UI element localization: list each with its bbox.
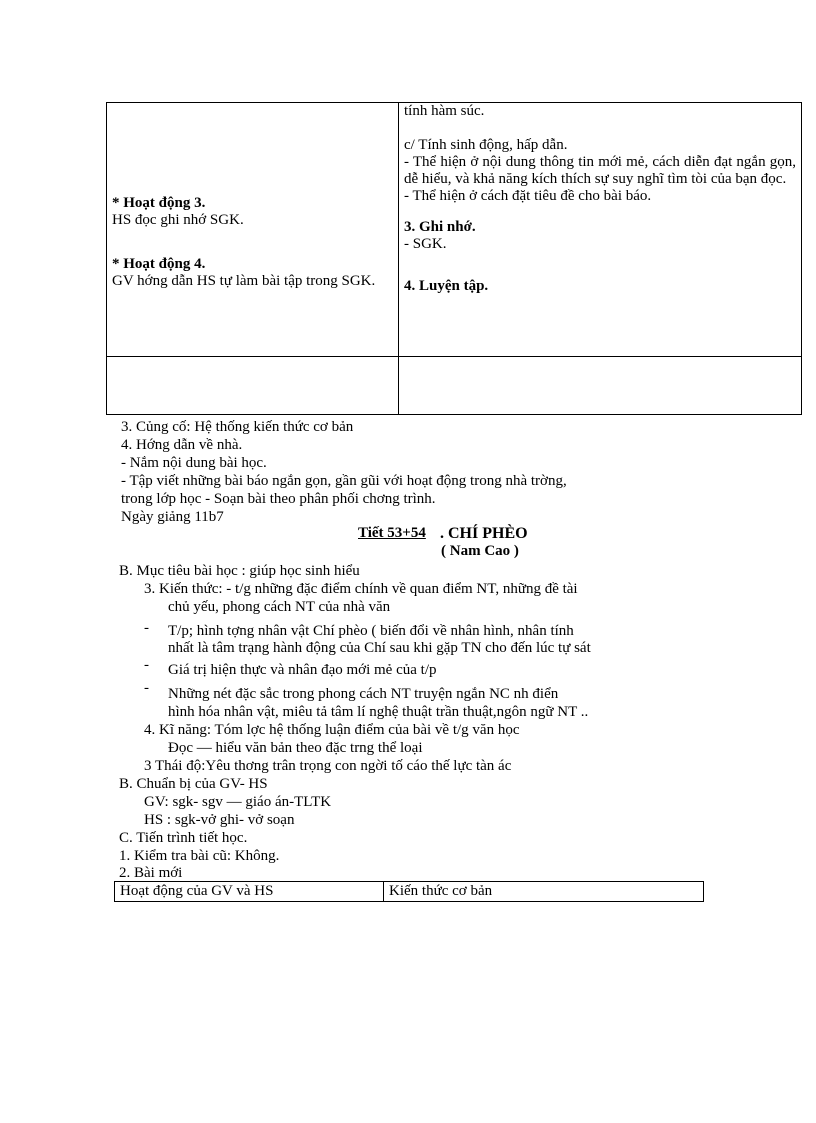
activity-header-table bbox=[114, 881, 704, 902]
empty-cell-left bbox=[107, 357, 399, 415]
ki-nang-line-1: 4. Kĩ năng: Tóm lợc hệ thống luận điểm của bài về t/g văn học bbox=[144, 722, 520, 738]
muc-tieu: B. Mục tiêu bài học : giúp học sinh hiểu bbox=[119, 563, 360, 579]
bullet-marker: - bbox=[144, 620, 149, 636]
bullet-1-line-2: nhất là tâm trạng hành động của Chí sau khi gặp TN cho đến lúc tự sát bbox=[168, 640, 591, 656]
lesson-table bbox=[106, 102, 802, 415]
luyen-tap-title: 4. Luyện tập. bbox=[404, 278, 489, 294]
huong-dan: 4. Hớng dẫn về nhà. bbox=[121, 437, 243, 453]
chuan-bi-hs: HS : sgk-vở ghi- vở soạn bbox=[144, 812, 295, 828]
cung-co: 3. Củng cố: Hệ thống kiến thức cơ bản bbox=[121, 419, 354, 435]
section-c-title: c/ Tính sinh động, hấp dẫn. bbox=[404, 137, 568, 153]
tap-viet-line-1: - Tập viết những bài báo ngắn gọn, gần gũi với hoạt động trong nhà trờng, bbox=[121, 473, 567, 489]
lesson-title: CHÍ PHÈO bbox=[448, 525, 528, 542]
bai-moi: 2. Bài mới bbox=[119, 865, 183, 881]
bullet-2-line-1: Giá trị hiện thực và nhân đạo mới mẻ của t/p bbox=[168, 662, 437, 678]
activity-4-title: * Hoạt động 4. bbox=[112, 256, 206, 272]
activities-cell bbox=[107, 103, 399, 357]
header-col-knowledge: Kiến thức cơ bản bbox=[384, 882, 704, 902]
section-c-text-2: - Thể hiện ở cách đặt tiêu đề cho bài báo. bbox=[404, 188, 652, 204]
tap-viet-line-2: trong lớp học - Soạn bài theo phân phối chơng trình. bbox=[121, 491, 436, 507]
section-c-text-1: - Thể hiện ở nội dung thông tin mới mẻ, cách diễn đạt ngắn gọn, dễ hiểu, và khả năng kích thích sự suy nghĩ tìm tòi của bạn đọc. bbox=[404, 154, 796, 187]
ngay-giang: Ngày giảng 11b7 bbox=[121, 509, 224, 525]
activity-3-text: HS đọc ghi nhớ SGK. bbox=[112, 212, 244, 228]
header-col-activity: Hoạt động của GV và HS bbox=[115, 882, 384, 902]
empty-cell-right bbox=[399, 357, 802, 415]
kien-thuc-line-1: 3. Kiến thức: - t/g những đặc điểm chính về quan điểm NT, những đề tài bbox=[144, 581, 578, 597]
knowledge-cell bbox=[399, 103, 802, 357]
chuan-bi-gv: GV: sgk- sgv — giáo án-TLTK bbox=[144, 794, 332, 810]
chuan-bi: B. Chuẩn bị của GV- HS bbox=[119, 776, 268, 792]
activity-3-title: * Hoạt động 3. bbox=[112, 195, 206, 211]
lesson-author: ( Nam Cao ) bbox=[441, 543, 519, 559]
ghi-nho-text: - SGK. bbox=[404, 236, 447, 252]
thai-do: 3 Thái độ:Yêu thơng trân trọng con ngời tố cáo thế lực tàn ác bbox=[144, 758, 512, 774]
knowledge-line-1: tính hàm súc. bbox=[404, 103, 485, 119]
nam-noi-dung: - Nắm nội dung bài học. bbox=[121, 455, 267, 471]
tiet-number: Tiết 53+54 bbox=[358, 525, 426, 541]
bullet-3-line-2: hình hóa nhân vật, miêu tả tâm lí nghệ thuật trần thuật,ngôn ngữ NT .. bbox=[168, 704, 589, 720]
activity-4-text: GV hớng dẫn HS tự làm bài tập trong SGK. bbox=[112, 273, 376, 289]
kiem-tra: 1. Kiểm tra bài cũ: Không. bbox=[119, 848, 280, 864]
ghi-nho-title: 3. Ghi nhớ. bbox=[404, 219, 476, 235]
kien-thuc-line-2: chủ yếu, phong cách NT của nhà văn bbox=[168, 599, 391, 615]
bullet-3-line-1: Những nét đặc sắc trong phong cách NT truyện ngắn NC nh điển bbox=[168, 686, 559, 702]
bullet-marker: - bbox=[144, 657, 149, 673]
bullet-1-line-1: T/p; hình tợng nhân vật Chí phèo ( biến đổi về nhân hình, nhân tính bbox=[168, 623, 574, 639]
bullet-marker: - bbox=[144, 680, 149, 696]
ki-nang-line-2: Đọc — hiểu văn bản theo đặc trng thể loại bbox=[168, 740, 423, 756]
tien-trinh: C. Tiến trình tiết học. bbox=[119, 830, 248, 846]
